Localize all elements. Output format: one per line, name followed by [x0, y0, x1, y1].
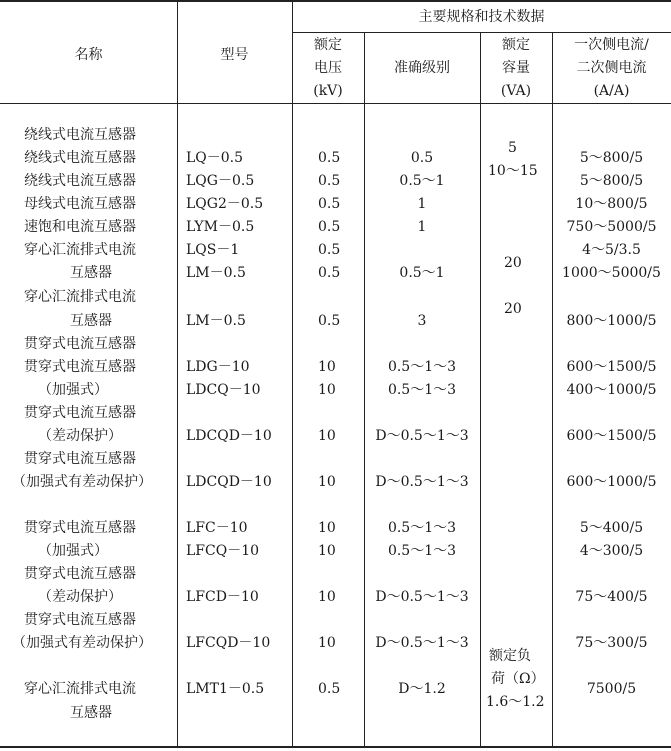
row-ratio: 400～1000/5: [566, 382, 657, 398]
row-model: LM－0.5: [186, 265, 246, 281]
row-ratio: 10～800/5: [575, 196, 648, 212]
row-name: （差动保护）: [38, 589, 122, 605]
row-voltage: 0.5: [318, 313, 341, 329]
header-ratio-1: 一次侧电流/: [574, 37, 649, 53]
row-ratio: 5～400/5: [579, 520, 644, 536]
row-accuracy: 0.5: [410, 150, 434, 166]
row-accuracy: 1: [417, 196, 427, 212]
header-bottom-rule: [0, 103, 671, 104]
row-name: 贯穿式电流互感器: [24, 451, 136, 467]
vline-2: [292, 0, 293, 748]
row-ratio: 750～5000/5: [566, 219, 657, 235]
row-model: LM－0.5: [186, 313, 246, 329]
row-name: 贯穿式电流互感器: [24, 520, 136, 536]
row-voltage: 10: [318, 635, 336, 651]
row-model: LFCD－10: [186, 589, 259, 605]
row-accuracy: 3: [417, 313, 427, 329]
row-name: 互感器: [70, 265, 112, 281]
row-ratio: 600～1500/5: [566, 428, 657, 444]
row-name: （加强式）: [38, 543, 108, 559]
row-model: LQ－0.5: [186, 150, 244, 166]
row-name: 贯穿式电流互感器: [24, 336, 136, 352]
row-model: LFCQD－10: [186, 635, 271, 651]
row-name: 互感器: [70, 705, 112, 721]
row-accuracy: 0.5～1: [399, 173, 445, 189]
row-voltage: 10: [318, 520, 336, 536]
row-name: 贯穿式电流互感器: [24, 359, 136, 375]
row-voltage: 0.5: [318, 196, 341, 212]
row-model: LQG－0.5: [186, 173, 255, 189]
header-capacity-2: 容量: [502, 60, 530, 76]
row-voltage: 10: [318, 382, 336, 398]
row-ratio: 1000～5000/5: [562, 265, 661, 281]
row-model: LDCQD－10: [186, 474, 272, 490]
row-name: 贯穿式电流互感器: [24, 405, 136, 421]
row-model: LYM－0.5: [186, 219, 255, 235]
row-voltage: 10: [318, 474, 336, 490]
header-model: 型号: [220, 47, 249, 63]
row-name: 绕线式电流互感器: [24, 127, 136, 143]
capacity-note: 额定负: [489, 648, 531, 664]
row-voltage: 0.5: [318, 173, 341, 189]
row-voltage: 0.5: [318, 219, 341, 235]
row-name: （差动保护）: [38, 428, 122, 444]
row-ratio: 5～800/5: [579, 173, 644, 189]
row-ratio: 75～300/5: [575, 635, 648, 651]
row-voltage: 10: [318, 359, 336, 375]
row-voltage: 10: [318, 589, 336, 605]
row-voltage: 0.5: [318, 265, 341, 281]
row-name: （加强式有差动保护）: [12, 635, 152, 651]
row-name: 贯穿式电流互感器: [24, 612, 136, 628]
vline-4: [480, 32, 481, 748]
bottom-rule: [0, 746, 671, 748]
header-group: 主要规格和技术数据: [418, 9, 545, 25]
vline-1: [177, 0, 178, 748]
header-capacity-1: 额定: [502, 37, 530, 53]
capacity-note: 10～15: [488, 163, 538, 179]
row-name: 互感器: [70, 313, 112, 329]
row-ratio: 600～1000/5: [566, 474, 657, 490]
row-accuracy: D～0.5～1～3: [375, 635, 469, 651]
capacity-note: 20: [504, 255, 522, 271]
row-model: LDCQ－10: [186, 382, 261, 398]
row-accuracy: D～0.5～1～3: [375, 428, 469, 444]
header-ratio-3: (A/A): [593, 83, 630, 99]
row-model: LMT1－0.5: [186, 681, 265, 697]
header-voltage-2: 电压: [314, 60, 342, 76]
row-ratio: 4～300/5: [579, 543, 644, 559]
capacity-note: 荷（Ω）: [491, 671, 545, 687]
row-voltage: 0.5: [318, 242, 341, 258]
header-accuracy: 准确级别: [394, 60, 450, 76]
row-ratio: 4～5/3.5: [582, 242, 641, 258]
row-model: LFC－10: [186, 520, 248, 536]
row-model: LQS－1: [186, 242, 240, 258]
row-ratio: 7500/5: [586, 681, 637, 697]
row-name: 穿心汇流排式电流: [24, 289, 136, 305]
row-name: 贯穿式电流互感器: [24, 566, 136, 582]
row-name: （加强式）: [38, 382, 108, 398]
row-accuracy: D～1.2: [398, 681, 446, 697]
row-name: 穿心汇流排式电流: [24, 681, 136, 697]
top-rule: [0, 0, 671, 2]
group-rule: [292, 32, 671, 33]
row-voltage: 10: [318, 428, 336, 444]
row-accuracy: 1: [417, 219, 427, 235]
header-capacity-3: (VA): [500, 83, 532, 99]
row-accuracy: D～0.5～1～3: [375, 474, 469, 490]
row-voltage: 0.5: [318, 681, 341, 697]
row-model: LFCQ－10: [186, 543, 260, 559]
row-voltage: 0.5: [318, 150, 341, 166]
row-model: LDG－10: [186, 359, 250, 375]
row-name: 穿心汇流排式电流: [24, 242, 136, 258]
header-ratio-2: 二次侧电流: [576, 60, 647, 76]
row-ratio: 5～800/5: [579, 150, 644, 166]
header-name: 名称: [74, 47, 103, 63]
row-accuracy: 0.5～1～3: [387, 520, 457, 536]
row-voltage: 10: [318, 543, 336, 559]
row-accuracy: 0.5～1～3: [387, 543, 457, 559]
row-accuracy: 0.5～1～3: [387, 382, 457, 398]
row-ratio: 800～1000/5: [566, 313, 657, 329]
row-accuracy: 0.5～1: [399, 265, 445, 281]
capacity-note: 20: [504, 301, 522, 317]
header-voltage-1: 额定: [314, 37, 342, 53]
row-name: 绕线式电流互感器: [24, 150, 136, 166]
row-name: 绕线式电流互感器: [24, 173, 136, 189]
row-ratio: 75～400/5: [575, 589, 648, 605]
row-accuracy: 0.5～1～3: [387, 359, 457, 375]
row-model: LDCQD－10: [186, 428, 272, 444]
capacity-note: 1.6～1.2: [486, 694, 545, 710]
row-name: 母线式电流互感器: [24, 196, 136, 212]
header-voltage-3: (kV): [313, 83, 343, 99]
row-accuracy: D～0.5～1～3: [375, 589, 469, 605]
capacity-note: 5: [508, 140, 517, 156]
row-ratio: 600～1500/5: [566, 359, 657, 375]
row-name: （加强式有差动保护）: [12, 474, 152, 490]
row-name: 速饱和电流互感器: [24, 219, 136, 235]
row-model: LQG2－0.5: [186, 196, 264, 212]
